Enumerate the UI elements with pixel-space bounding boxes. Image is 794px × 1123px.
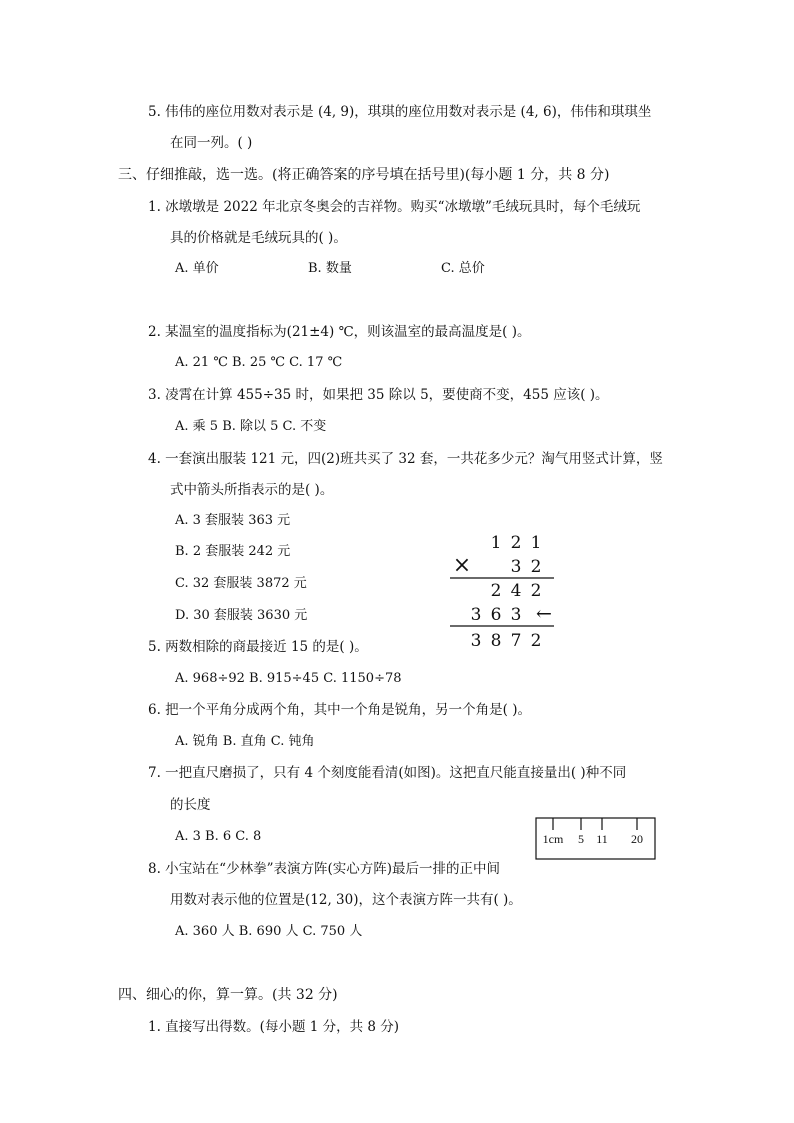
calc-r1-d3: 1 [530,533,542,553]
section-3-title: 三、仔细推敲，选一选。(将正确答案的序号填在括号里)(每小题 1 分，共 8 分) [118,167,610,183]
s3-q4-line1: 4. 一套演出服装 121 元，四(2)班共买了 32 套，一共花多少元？淘气用竖式计算，竖 [148,451,663,467]
calc-r4-d1: 3 [470,605,482,625]
s3-q4-line2: 式中箭头所指表示的是( )。 [170,482,334,498]
s3-q1-option-a: A. 单价 [175,261,219,276]
s3-q1-line2: 具的价格就是毛绒玩具的( )。 [170,230,347,246]
s3-q7-options: A. 3 B. 6 C. 8 [175,829,262,844]
calc-r3-d3: 2 [530,581,542,601]
s3-q6-options: A. 锐角 B. 直角 C. 钝角 [175,734,315,749]
s3-q5-line1: 5. 两数相除的商最接近 15 的是( )。 [148,639,368,655]
s3-q4-option-d: D. 30 套服装 3630 元 [175,608,308,623]
calc-r2-d2: 2 [530,557,542,577]
ruler-label-4: 20 [631,832,643,846]
calc-r5-d2: 8 [490,631,502,651]
s3-q8-line2: 用数对表示他的位置是(12, 30)，这个表演方阵一共有( )。 [170,892,522,908]
question-5-line1: 5. 伟伟的座位用数对表示是 (4, 9)，琪琪的座位用数对表示是 (4, 6)，伟伟和琪琪坐 [148,104,652,120]
question-5-line2: 在同一列。( ) [170,135,253,151]
worn-ruler-figure [535,817,657,861]
s3-q3-line1: 3. 凌霄在计算 455÷35 时，如果把 35 除以 5，要使商不变，455 应该( )。 [148,387,609,403]
s3-q4-option-c: C. 32 套服装 3872 元 [175,576,307,591]
section-4-title: 四、细心的你，算一算。(共 32 分) [118,987,338,1003]
calc-r4-d3: 3 [510,605,522,625]
s3-q2-options: A. 21 ℃ B. 25 ℃ C. 17 ℃ [175,355,343,370]
calc-r5-d1: 3 [470,631,482,651]
s3-q3-options: A. 乘 5 B. 除以 5 C. 不变 [175,419,327,434]
calc-r2-d1: 3 [510,557,522,577]
s3-q1-option-b: B. 数量 [308,261,352,276]
ruler-label-1: 1cm [542,832,564,846]
s3-q1-line1: 1. 冰墩墩是 2022 年北京冬奥会的吉祥物。购买“冰墩墩”毛绒玩具时，每个毛绒玩 [148,199,641,215]
s3-q2-line1: 2. 某温室的温度指标为(21±4) ℃，则该温室的最高温度是( )。 [148,324,531,340]
calc-r3-d1: 2 [490,581,502,601]
left-arrow-icon: ← [536,603,552,625]
calc-r4-d2: 6 [490,605,502,625]
s3-q4-option-b: B. 2 套服装 242 元 [175,544,291,559]
s3-q7-line1: 7. 一把直尺磨损了，只有 4 个刻度能看清(如图)。这把直尺能直接量出( )种不同 [148,765,627,781]
s3-q8-options: A. 360 人 B. 690 人 C. 750 人 [175,924,363,939]
times-sign: × [452,553,472,578]
s3-q5-options: A. 968÷92 B. 915÷45 C. 1150÷78 [175,671,402,686]
ruler-label-3: 11 [596,832,608,846]
ruler-label-2: 5 [578,832,584,846]
s3-q6-line1: 6. 把一个平角分成两个角，其中一个角是锐角，另一个角是( )。 [148,702,531,718]
s4-q1-line1: 1. 直接写出得数。(每小题 1 分，共 8 分) [148,1019,400,1035]
calc-r1-d1: 1 [490,533,502,553]
s3-q1-option-c: C. 总价 [441,261,485,276]
s3-q7-line2: 的长度 [170,797,211,813]
s3-q8-line1: 8. 小宝站在“少林拳”表演方阵(实心方阵)最后一排的正中间 [148,861,501,877]
s3-q4-option-a: A. 3 套服装 363 元 [175,513,291,528]
vertical-multiplication [448,528,560,656]
calc-r3-d2: 4 [510,581,522,601]
calc-r1-d2: 2 [510,533,522,553]
calc-r5-d4: 2 [530,631,542,651]
calc-r5-d3: 7 [510,631,522,651]
